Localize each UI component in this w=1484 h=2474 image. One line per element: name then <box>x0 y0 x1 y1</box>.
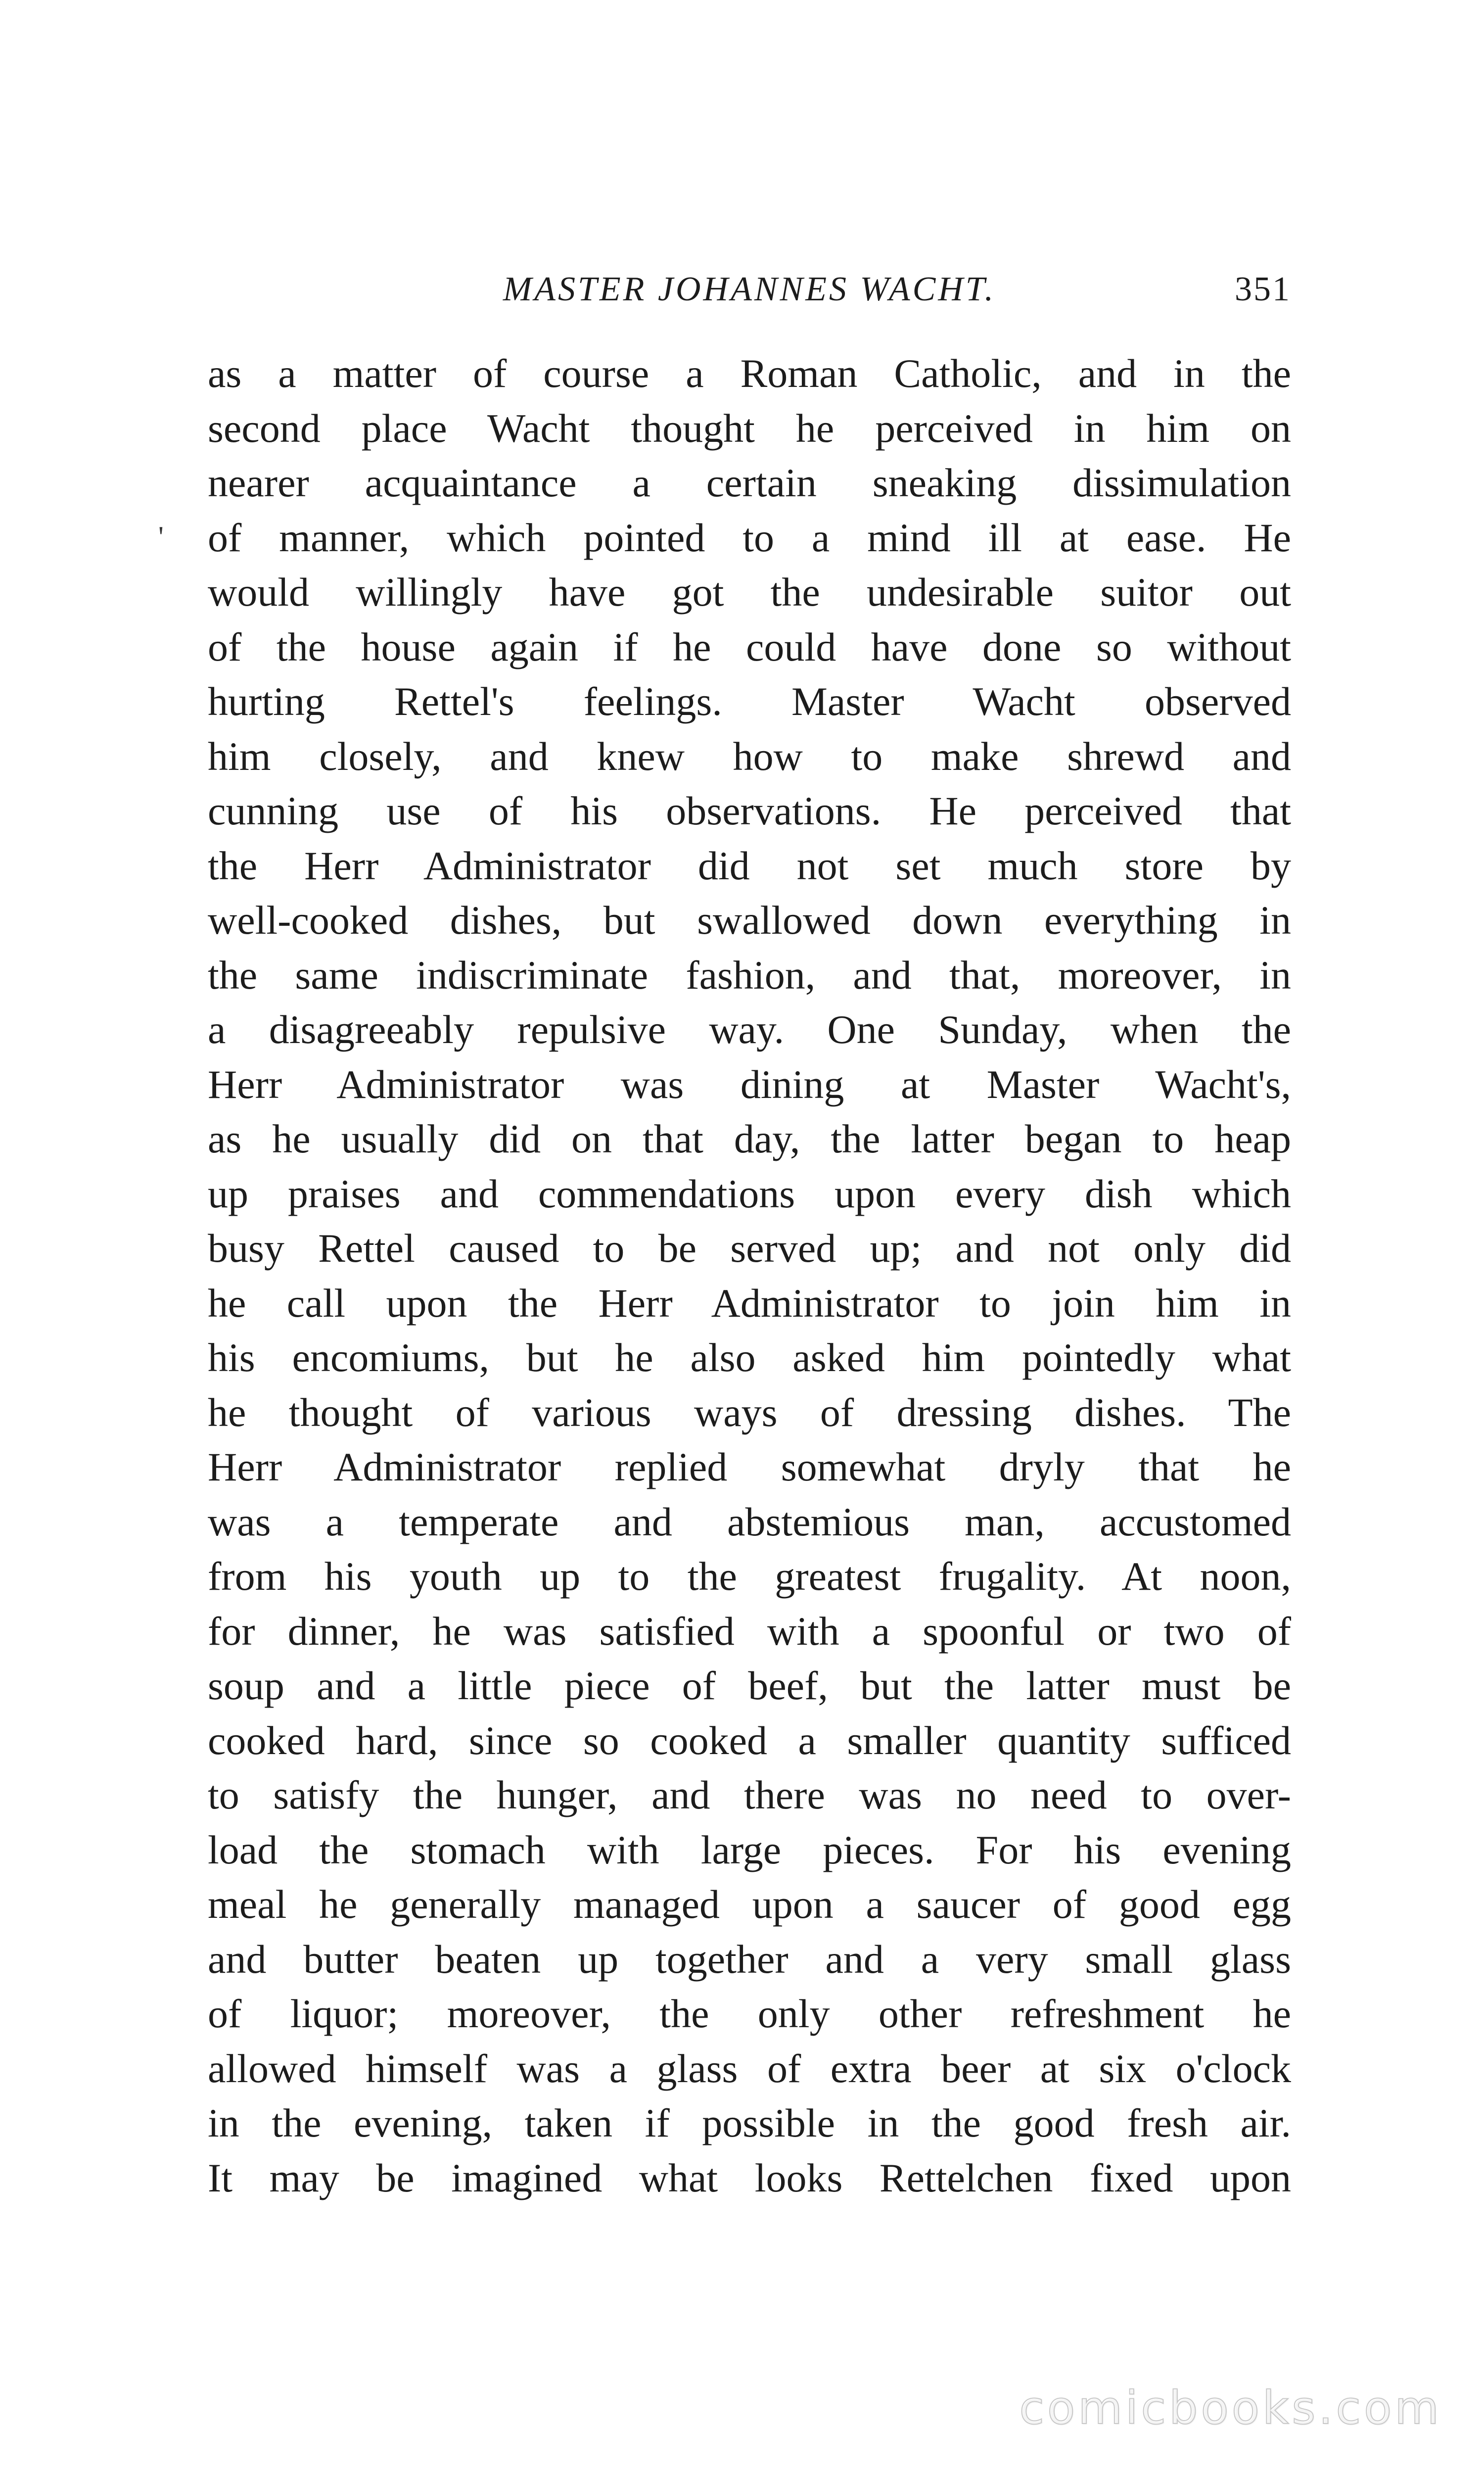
text-line: hurting Rettel's feelings. Master Wacht observed <box>208 679 1291 724</box>
body-text <box>208 346 1291 2205</box>
text-line: a disagreeably repulsive way. One Sunday, when the <box>208 1007 1291 1052</box>
text-line: him closely, and knew how to make shrewd and <box>208 733 1291 779</box>
text-line: he thought of various ways of dressing dishes. The <box>208 1389 1291 1435</box>
text-line: up praises and commendations upon every dish which <box>208 1171 1291 1216</box>
text-line: would willingly have got the undesirable suitor out <box>208 570 1291 615</box>
running-title: MASTER JOHANNES WACHT. <box>503 270 996 308</box>
text-line: meal he generally managed upon a saucer of good egg <box>208 1882 1291 1927</box>
text-line: the Herr Administrator did not set much store by <box>208 843 1291 888</box>
margin-mark: ' <box>158 521 164 553</box>
text-line: of liquor; moreover, the only other refreshment he <box>208 1991 1291 2036</box>
text-line: and butter beaten up together and a very small glass <box>208 1936 1291 1982</box>
text-line: to satisfy the hunger, and there was no need to over- <box>208 1772 1291 1817</box>
text-line: as he usually did on that day, the latter began to heap <box>208 1116 1291 1161</box>
running-head <box>208 262 1291 317</box>
text-line: well-cooked dishes, but swallowed down everything in <box>208 898 1291 943</box>
text-line: cunning use of his observations. He perceived that <box>208 788 1291 833</box>
text-line: nearer acquaintance a certain sneaking dissimulation <box>208 460 1291 505</box>
text-line: for dinner, he was satisfied with a spoonful or two of <box>208 1608 1291 1654</box>
text-line: of the house again if he could have done so without <box>208 624 1291 669</box>
text-line: soup and a little piece of beef, but the latter must be <box>208 1663 1291 1708</box>
text-line: load the stomach with large pieces. For his evening <box>208 1827 1291 1872</box>
text-line: he call upon the Herr Administrator to join him in <box>208 1280 1291 1326</box>
text-line: cooked hard, since so cooked a smaller quantity sufficed <box>208 1717 1291 1763</box>
text-line: second place Wacht thought he perceived in him on <box>208 405 1291 451</box>
text-line: as a matter of course a Roman Catholic, and in the <box>208 351 1291 396</box>
text-line: It may be imagined what looks Rettelchen fixed upon <box>208 2155 1291 2200</box>
text-line: in the evening, taken if possible in the good fresh air. <box>208 2100 1291 2145</box>
text-line: Herr Administrator replied somewhat dryly that he <box>208 1444 1291 1489</box>
text-line: Herr Administrator was dining at Master Wacht's, <box>208 1061 1291 1107</box>
text-line: was a temperate and abstemious man, accustomed <box>208 1499 1291 1544</box>
text-line: of manner, which pointed to a mind ill at ease. He <box>208 515 1291 560</box>
text-line: the same indiscriminate fashion, and that, moreover, in <box>208 952 1291 998</box>
text-line: allowed himself was a glass of extra beer at six o'clock <box>208 2046 1291 2091</box>
text-line: from his youth up to the greatest frugality. At noon, <box>208 1554 1291 1599</box>
text-line: his encomiums, but he also asked him pointedly what <box>208 1335 1291 1380</box>
text-line: busy Rettel caused to be served up; and not only did <box>208 1226 1291 1271</box>
page-number: 351 <box>1235 270 1291 308</box>
watermark: comicbooks.com <box>1019 2381 1442 2434</box>
